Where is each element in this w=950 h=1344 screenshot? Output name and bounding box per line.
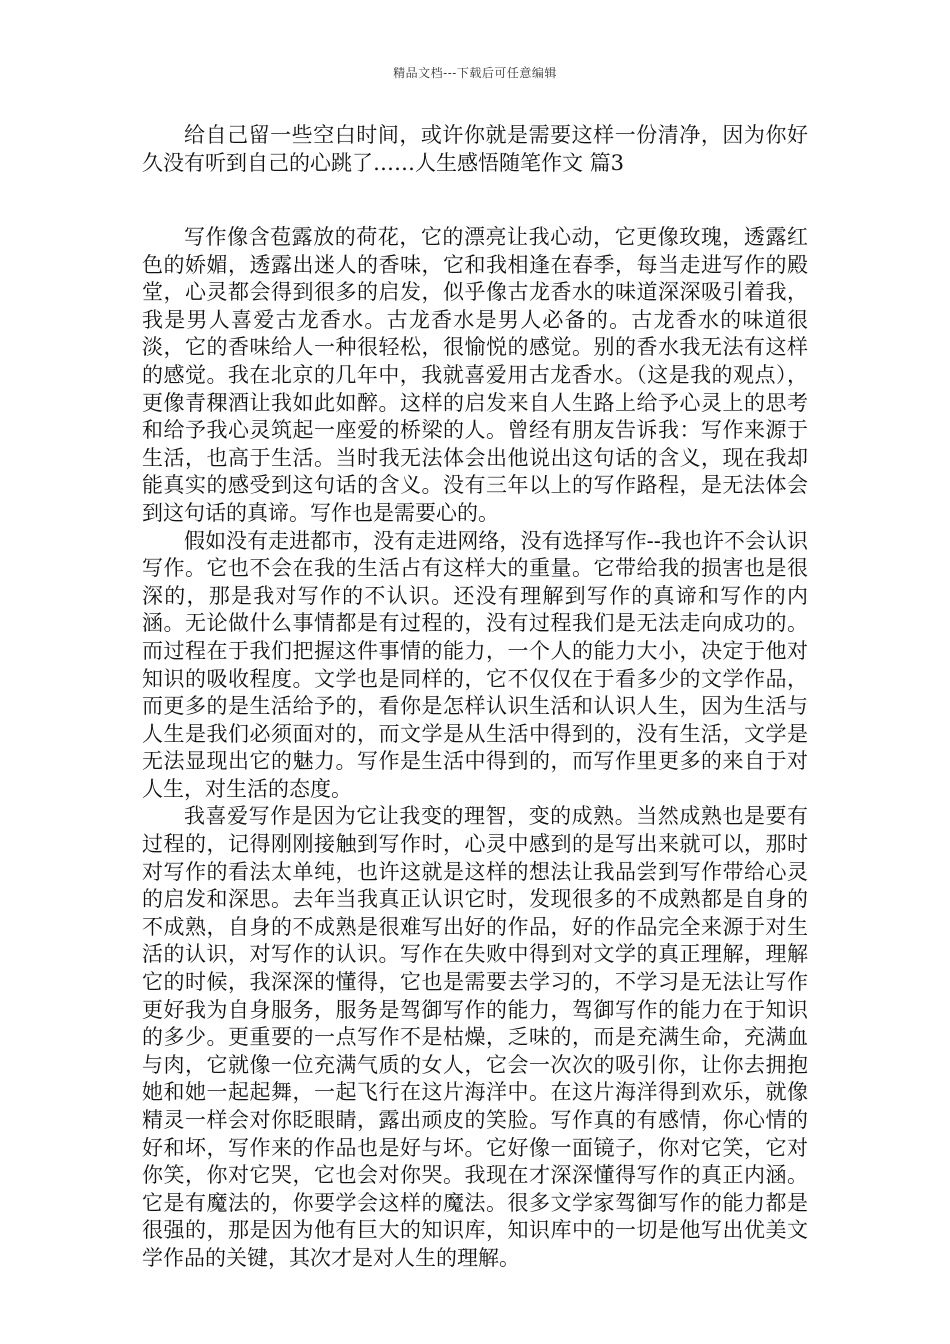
essay-paragraph-3: 我喜爱写作是因为它让我变的理智，变的成熟。当然成熟也是要有过程的，记得刚刚接触到写作时，心灵中感到的是写出来就可以，那时对写作的看法太单纯，也许这就是这样的想法让我品尝到写作带给心灵的启发和深思。去年当我真正认识它时，发现很多的不成熟都是自身的不成熟，自身的不成熟是很难写出好的作品，好的作品完全来源于对生活的认识，对写作的认识。写作在失败中得到对文学的真正理解，理解它的时候，我深深的懂得，它也是需要去学习的，不学习是无法让写作更好我为自身服务，服务是驾御写作的能力，驾御写作的能力在于知识的多少。更重要的一点写作不是枯燥，乏味的，而是充满生命，充满血与肉，它就像一位充满气质的女人，它会一次次的吸引你，让你去拥抱她和她一起起舞，一起飞行在这片海洋中。在这片海洋得到欢乐，就像精灵一样会对你眨眼睛，露出顽皮的笑脸。写作真的有感情，你心情的好和坏，写作来的作品也是好与坏。它好像一面镜子，你对它笑，它对你笑，你对它哭，它也会对你哭。我现在才深深懂得写作的真正内涵。它是有魔法的，你要学会这样的魔法。很多文学家驾御写作的能力都是很强的，那是因为他有巨大的知识库，知识库中的一切是他写出优美文学作品的关键，其次才是对人生的理解。 (142, 804, 808, 1270)
page-header-watermark: 精品文档---下载后可任意编辑 (393, 66, 557, 80)
intro-section (142, 122, 808, 177)
essay-paragraph-2: 假如没有走进都市，没有走进网络，没有选择写作--我也许不会认识写作。它也不会在我的生活占有这样大的重量。它带给我的损害也是很深的，那是我对写作的不认识。还没有理解到写作的真谛和写作的内涵。无论做什么事情都是有过程的，没有过程我们是无法走向成功的。而过程在于我们把握这件事情的能力，一个人的能力大小，决定于他对知识的吸收程度。文学也是同样的，它不仅仅在于看多少的文学作品，而更多的是生活给予的，看你是怎样认识生活和认识人生，因为生活与人生是我们必须面对的，而文学是从生活中得到的，没有生活，文学是无法显现出它的魅力。写作是生活中得到的，而写作里更多的来自于对人生，对生活的态度。 (142, 528, 808, 801)
essay-body (142, 224, 808, 1273)
intro-paragraph: 给自己留一些空白时间，或许你就是需要这样一份清净，因为你好久没有听到自己的心跳了……人生感悟随笔作文 篇3 (142, 123, 808, 175)
essay-paragraph-1: 写作像含苞露放的荷花，它的漂亮让我心动，它更像玫瑰，透露红色的娇媚，透露出迷人的香味，它和我相逢在春季，每当走进写作的殿堂，心灵都会得到很多的启发，似乎像古龙香水的味道深深吸引着我，我是男人喜爱古龙香水。古龙香水是男人必备的。古龙香水的味道很淡，它的香味给人一种很轻松，很愉悦的感觉。别的香水我无法有这样的感觉。我在北京的几年中，我就喜爱用古龙香水。（这是我的观点），更像青稞酒让我如此如醉。这样的启发来自人生路上给予心灵上的思考和给予我心灵筑起一座爱的桥梁的人。曾经有朋友告诉我：写作来源于生活，也高于生活。当时我无法体会出他说出这句话的含义，现在我却能真实的感受到这句话的含义。没有三年以上的写作路程，是无法体会到这句话的真谛。写作也是需要心的。 (142, 225, 808, 525)
